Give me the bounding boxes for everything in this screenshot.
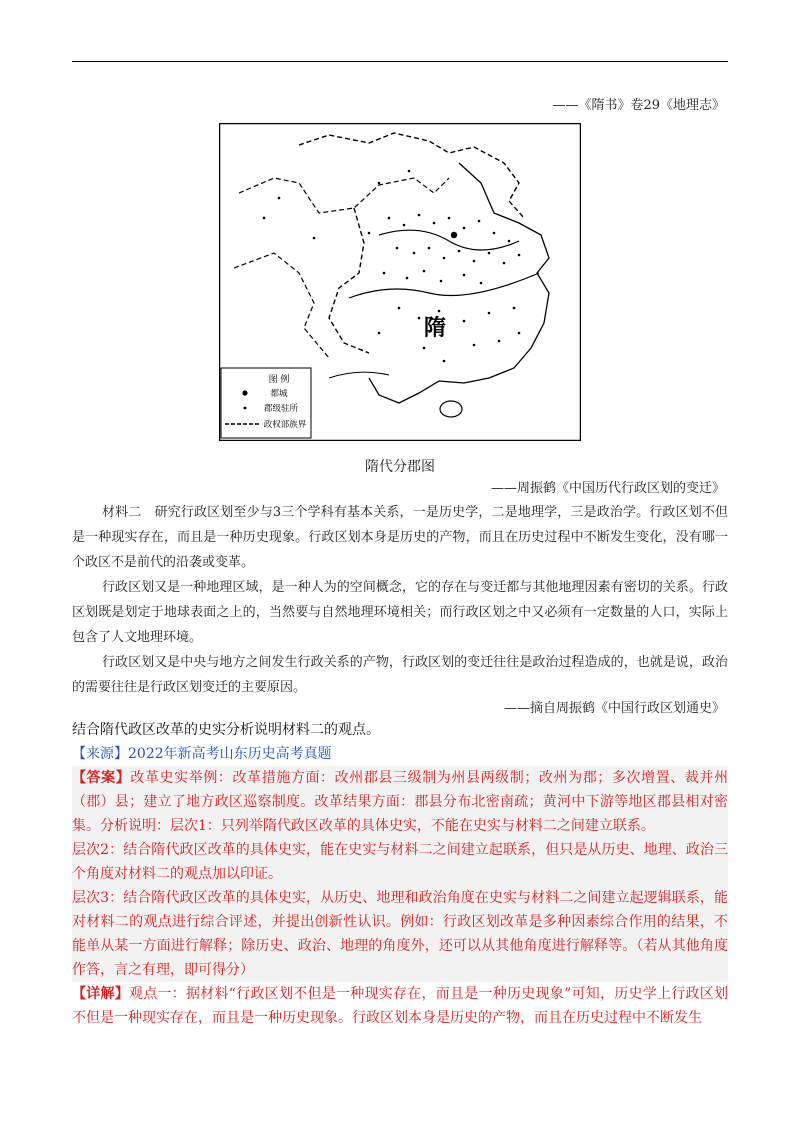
source-citation-material2: ——摘自周振鹤《中国行政区划通史》 — [503, 701, 725, 716]
source-citation-map: ——周振鹤《中国历代行政区划的变迁》 — [490, 481, 725, 496]
answer-text: 改革史实举例：改革措施方面：改州郡县三级制为州县两级制；改州为郡；多次增置、裁并州（郡）县；建立了地方政区巡察制度。改革结果方面：郡县分布北密南疏；黄河中下游等地区郡县相对密集。分析说明：层次1：只列举隋代政区改革的具体史实，不能在史实与材料二之间建立联系。 — [72, 770, 729, 834]
legend-border: 政权部族界 — [263, 420, 307, 430]
answer-level-3: 层次3：结合隋代政区改革的具体史实，从历史、地理和政治角度在史实与材料二之间建立起逻辑联系，能对材料二的观点进行综合评述，并提出创新性认识。例如：行政区划改革是多种因素综合作用的结果，不能单从某一方面进行解释；除历史、政治、地理的角度外，还可以从其他角度进行解释等。（若从其他角度作答，言之有理，即可得分） — [72, 886, 728, 982]
exam-source: 【来源】2022年新高考山东历史高考真题 — [72, 746, 332, 762]
legend-title: 图 例 — [268, 375, 290, 385]
detail-text: 观点一：据材料“行政区划不但是一种现实存在，而且是一种历史现象”可知，历史学上行政区划不但是一种现实存在，而且是一种历史现象。行政区划本身是历史的产物，而且在历史过程中不断发生 — [72, 986, 729, 1026]
detail-paragraph — [72, 982, 728, 1030]
material2-paragraph-3: 行政区划又是中央与地方之间发生行政关系的产物，行政区划的变迁往往是政治过程造成的，也就是说，政治的需要往往是行政区划变迁的主要原因。 — [72, 655, 728, 695]
material2-paragraph-2: 行政区划又是一种地理区域，是一种人为的空间概念，它的存在与变迁都与其他地理因素有密切的关系。行政区划既是划定于地球表面之上的，当然要与自然地理环境相关；而行政区划之中又必须有一定数量的人口，实际上包含了人文地理环境。 — [72, 580, 728, 645]
question-prompt: 结合隋代政区改革的史实分析说明材料二的观点。 — [72, 722, 380, 738]
map-caption: 隋代分郡图 — [365, 459, 435, 475]
legend-prefecture: 郡级驻所 — [263, 404, 299, 414]
map-main-label: 隋 — [424, 316, 447, 341]
legend-capital: 都城 — [270, 389, 288, 399]
source-citation-top: ——《隋书》卷29《地理志》 — [552, 98, 725, 113]
answer-level-2: 层次2：结合隋代政区改革的具体史实，能在史实与材料二之间建立起联系，但只是从历史、地理、政治三个角度对材料二的观点加以印证。 — [72, 838, 728, 886]
detail-tag: 【详解】 — [72, 986, 130, 1002]
header-rule — [72, 61, 728, 62]
capital-marker — [451, 232, 457, 238]
answer-tag: 【答案】 — [72, 770, 131, 786]
answer-paragraph — [72, 766, 728, 838]
answer-section — [72, 766, 728, 1030]
sui-prefecture-map — [219, 123, 581, 441]
material2-paragraph-1: 材料二 研究行政区划至少与3三个学科有基本关系，一是历史学，二是地理学，三是政治学。行政区划不但是一种现实存在，而且是一种历史现象。行政区划本身是历史的产物，而且在历史过程中不断发生变化，没有哪一个政区不是前代的沿袭或变革。 — [72, 505, 728, 570]
